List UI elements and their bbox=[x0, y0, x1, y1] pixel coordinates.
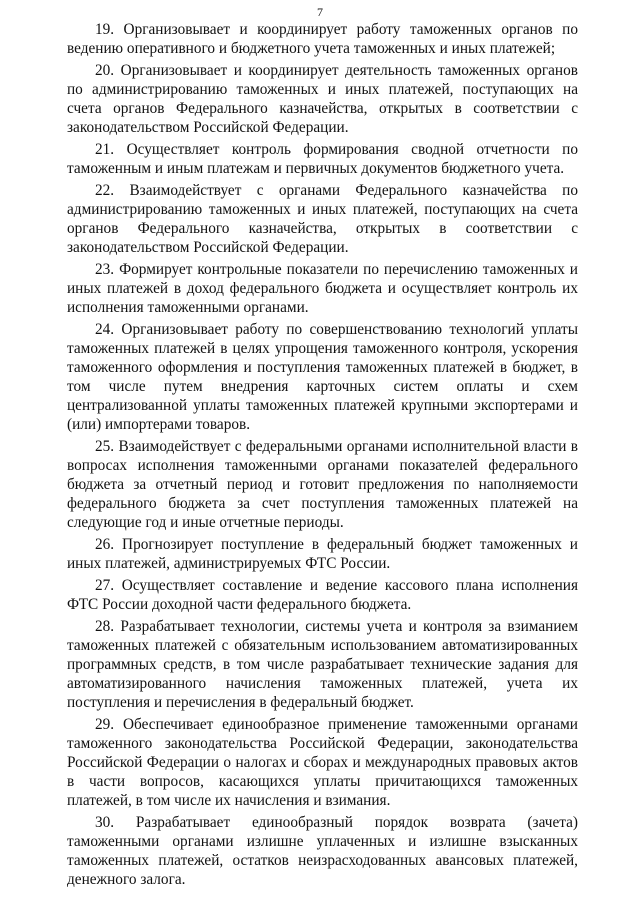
paragraph-27: 27. Осуществляет составление и ведение кассового плана исполнения ФТС России доходной части федерального бюджета. bbox=[67, 577, 578, 613]
document-body bbox=[67, 20, 578, 892]
paragraph-22: 22. Взаимодействует с органами Федерального казначейства по администрированию таможенных и иных платежей, поступающих на счета органов Федерального казначейства, открытых в соответствии с законодательством Российской Федерации. bbox=[67, 182, 578, 256]
paragraph-23: 23. Формирует контрольные показатели по перечислению таможенных и иных платежей в доход федерального бюджета и осуществляет контроль их исполнения таможенными органами. bbox=[67, 261, 578, 316]
page-number: 7 bbox=[317, 5, 323, 19]
paragraph-30: 30. Разрабатывает единообразный порядок возврата (зачета) таможенными органами излишне уплаченных и излишне взысканных таможенных платежей, остатков неизрасходованных авансовых платежей, денежного залога. bbox=[67, 814, 578, 888]
paragraph-29: 29. Обеспечивает единообразное применение таможенными органами таможенного законодательства Российской Федерации, законодательства Российской Федерации о налогах и сборах и международных правовых актов в части вопросов, касающихся уплаты причитающихся таможенных платежей, в том числе их начисления и взимания. bbox=[67, 716, 578, 809]
paragraph-21: 21. Осуществляет контроль формирования сводной отчетности по таможенным и иным платежам и первичных документов бюджетного учета. bbox=[67, 141, 578, 177]
paragraph-26: 26. Прогнозирует поступление в федеральный бюджет таможенных и иных платежей, администрируемых ФТС России. bbox=[67, 536, 578, 572]
paragraph-25: 25. Взаимодействует с федеральными органами исполнительной власти в вопросах исполнения таможенными органами показателей федерального бюджета за отчетный период и готовит предложения по наполняемости федерального бюджета за счет поступления таможенных платежей на следующие год и иные отчетные периоды. bbox=[67, 438, 578, 531]
paragraph-28: 28. Разрабатывает технологии, системы учета и контроля за взиманием таможенных платежей с обязательным использованием автоматизированных программных средств, в том числе разрабатывает технические задания для автоматизированного начисления таможенных платежей, учета их поступления и перечисления в федеральный бюджет. bbox=[67, 618, 578, 711]
paragraph-20: 20. Организовывает и координирует деятельность таможенных органов по администрированию таможенных и иных платежей, поступающих на счета органов Федерального казначейства, открытых в соответствии с законодательством Российской Федерации. bbox=[67, 62, 578, 136]
paragraph-19: 19. Организовывает и координирует работу таможенных органов по ведению оперативного и бюджетного учета таможенных и иных платежей; bbox=[67, 21, 578, 57]
paragraph-24: 24. Организовывает работу по совершенствованию технологий уплаты таможенных платежей в целях упрощения таможенного контроля, ускорения таможенного оформления и поступления таможенных платежей в бюджет, в том числе путем внедрения карточных систем оплаты и схем централизованной уплаты таможенных платежей крупными экспортерами и (или) импортерами товаров. bbox=[67, 321, 578, 433]
